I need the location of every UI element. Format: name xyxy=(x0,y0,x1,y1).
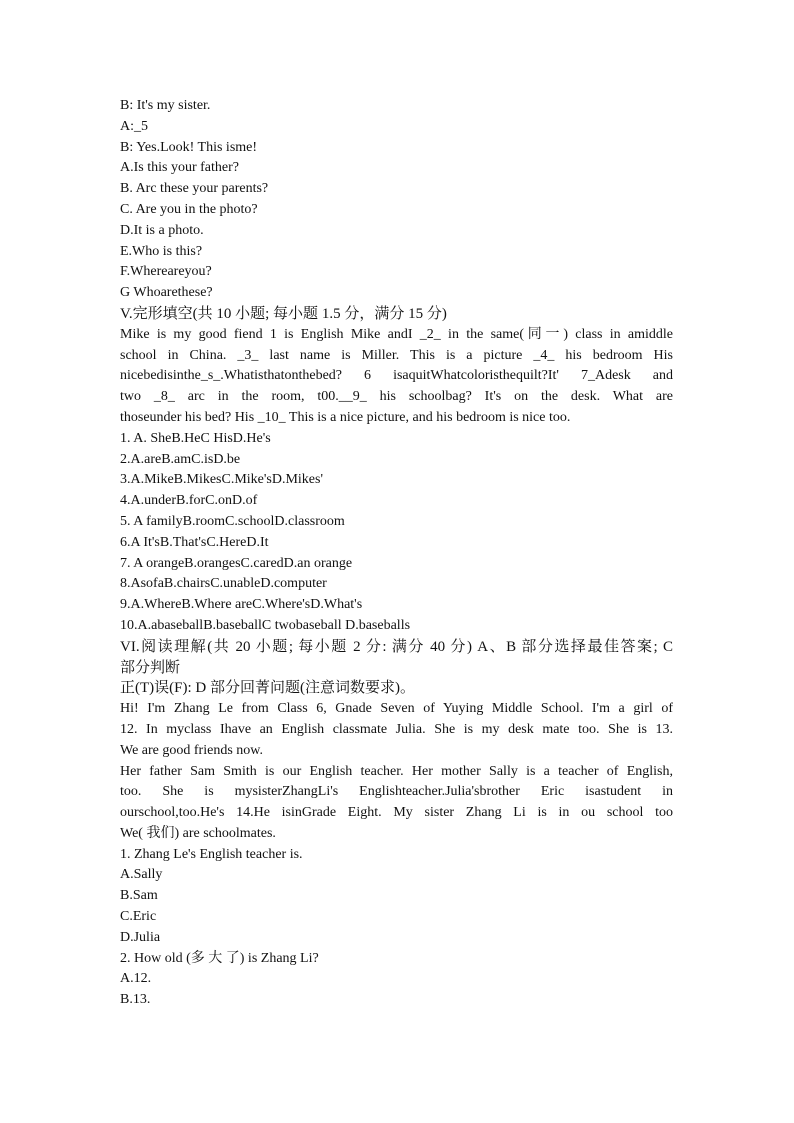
cloze-section xyxy=(120,304,673,637)
question-stem: 1. Zhang Le's English teacher is. xyxy=(120,846,303,862)
dialogue-option: G Whoarethese? xyxy=(120,285,213,301)
passage-line: We are good friends now. xyxy=(120,742,263,758)
question-option: B.Sam xyxy=(120,888,158,904)
passage-line: too. She is mysisterZhangLi's Englishteacher.Julia'sbrother Eric isastudent in xyxy=(120,784,673,800)
dialogue-line: B: Yes.Look! This isme! xyxy=(120,139,258,155)
passage-line: thoseunder his bed? His _10_ This is a nice picture, and his bedroom is nice too. xyxy=(120,409,571,425)
dialogue-line: A:_5 xyxy=(120,118,148,134)
question-option: B.13. xyxy=(120,992,151,1008)
cloze-option: 10.A.abaseballB.baseballC twobaseball D.baseballs xyxy=(120,617,411,633)
passage-line: school in China. _3_ last name is Miller. This is a picture _4_ his bedroom His xyxy=(120,347,673,363)
section-heading: V.完形填空(共 10 小题; 每小题 1.5 分，满分 15 分) xyxy=(120,305,447,322)
section-heading: 正(T)误(F): D 部分回菁问题(注意词数要求)。 xyxy=(120,680,415,697)
question-option: A.Sally xyxy=(120,867,163,883)
question-stem: 2. How old (多 大 了) is Zhang Li? xyxy=(120,950,319,966)
passage-line: ourschool,too.He's 14.He isinGrade Eight. My sister Zhang Li is in ou school too xyxy=(120,805,673,821)
dialogue-option: B. Arc these your parents? xyxy=(120,181,269,197)
dialogue-line: B: It's my sister. xyxy=(120,98,211,113)
passage-line: We( 我们) are schoolmates. xyxy=(120,825,276,841)
dialogue-option: F.Whereareyou? xyxy=(120,264,212,280)
cloze-option: 2.A.areB.amC.isD.be xyxy=(120,451,241,467)
passage-line: 12. In myclass Ihave an English classmate Julia. She is my desk mate too. She is 13. xyxy=(120,721,673,737)
dialogue-option: E.Who is this? xyxy=(120,243,203,259)
reading-section xyxy=(120,637,673,1011)
dialogue-option: C. Are you in the photo? xyxy=(120,201,258,217)
section-heading: 部分判断 xyxy=(120,659,181,676)
cloze-option: 7. A orangeB.orangesC.caredD.an orange xyxy=(120,555,353,571)
cloze-option: 3.A.MikeB.MikesC.Mike'sD.Mikes' xyxy=(120,472,323,488)
cloze-option: 5. A familyB.roomC.schoolD.classroom xyxy=(120,513,345,529)
cloze-option: 9.A.WhereB.Where areC.Where'sD.What's xyxy=(120,597,363,613)
passage-line: two _8_ arc in the room, t00.__9_ his schoolbag? It's on the desk. What are xyxy=(120,389,673,405)
passage-line: Mike is my good fiend 1 is English Mike andI _2_ in the same(同一) class in amiddle xyxy=(120,326,673,342)
dialogue-option: D.It is a photo. xyxy=(120,222,204,238)
cloze-option: 6.A It'sB.That'sC.HereD.It xyxy=(120,534,269,550)
passage-line: nicebedisinthe_s_.Whatisthatonthebed? 6 isaquitWhatcoloristhequilt?It' 7_Adesk and xyxy=(120,368,673,384)
dialogue-option: A.Is this your father? xyxy=(120,160,239,176)
question-option: C.Eric xyxy=(120,909,157,925)
cloze-option: 1. A. SheB.HeC HisD.He's xyxy=(120,430,271,446)
section-heading: VI.阅读理解(共 20 小题; 每小题 2 分: 满分 40 分) A、B 部分选择最佳答案; C xyxy=(120,638,673,655)
question-option: D.Julia xyxy=(120,929,161,945)
exam-page xyxy=(120,96,673,1011)
question-option: A.12. xyxy=(120,971,152,987)
passage-line: Her father Sam Smith is our English teacher. Her mother Sally is a teacher of English, xyxy=(120,763,673,779)
cloze-option: 4.A.underB.forC.onD.of xyxy=(120,493,258,509)
dialogue-section xyxy=(120,96,673,304)
cloze-option: 8.AsofaB.chairsC.unableD.computer xyxy=(120,576,327,592)
passage-line: Hi! I'm Zhang Le from Class 6, Gnade Seven of Yuying Middle School. I'm a girl of xyxy=(120,701,673,717)
